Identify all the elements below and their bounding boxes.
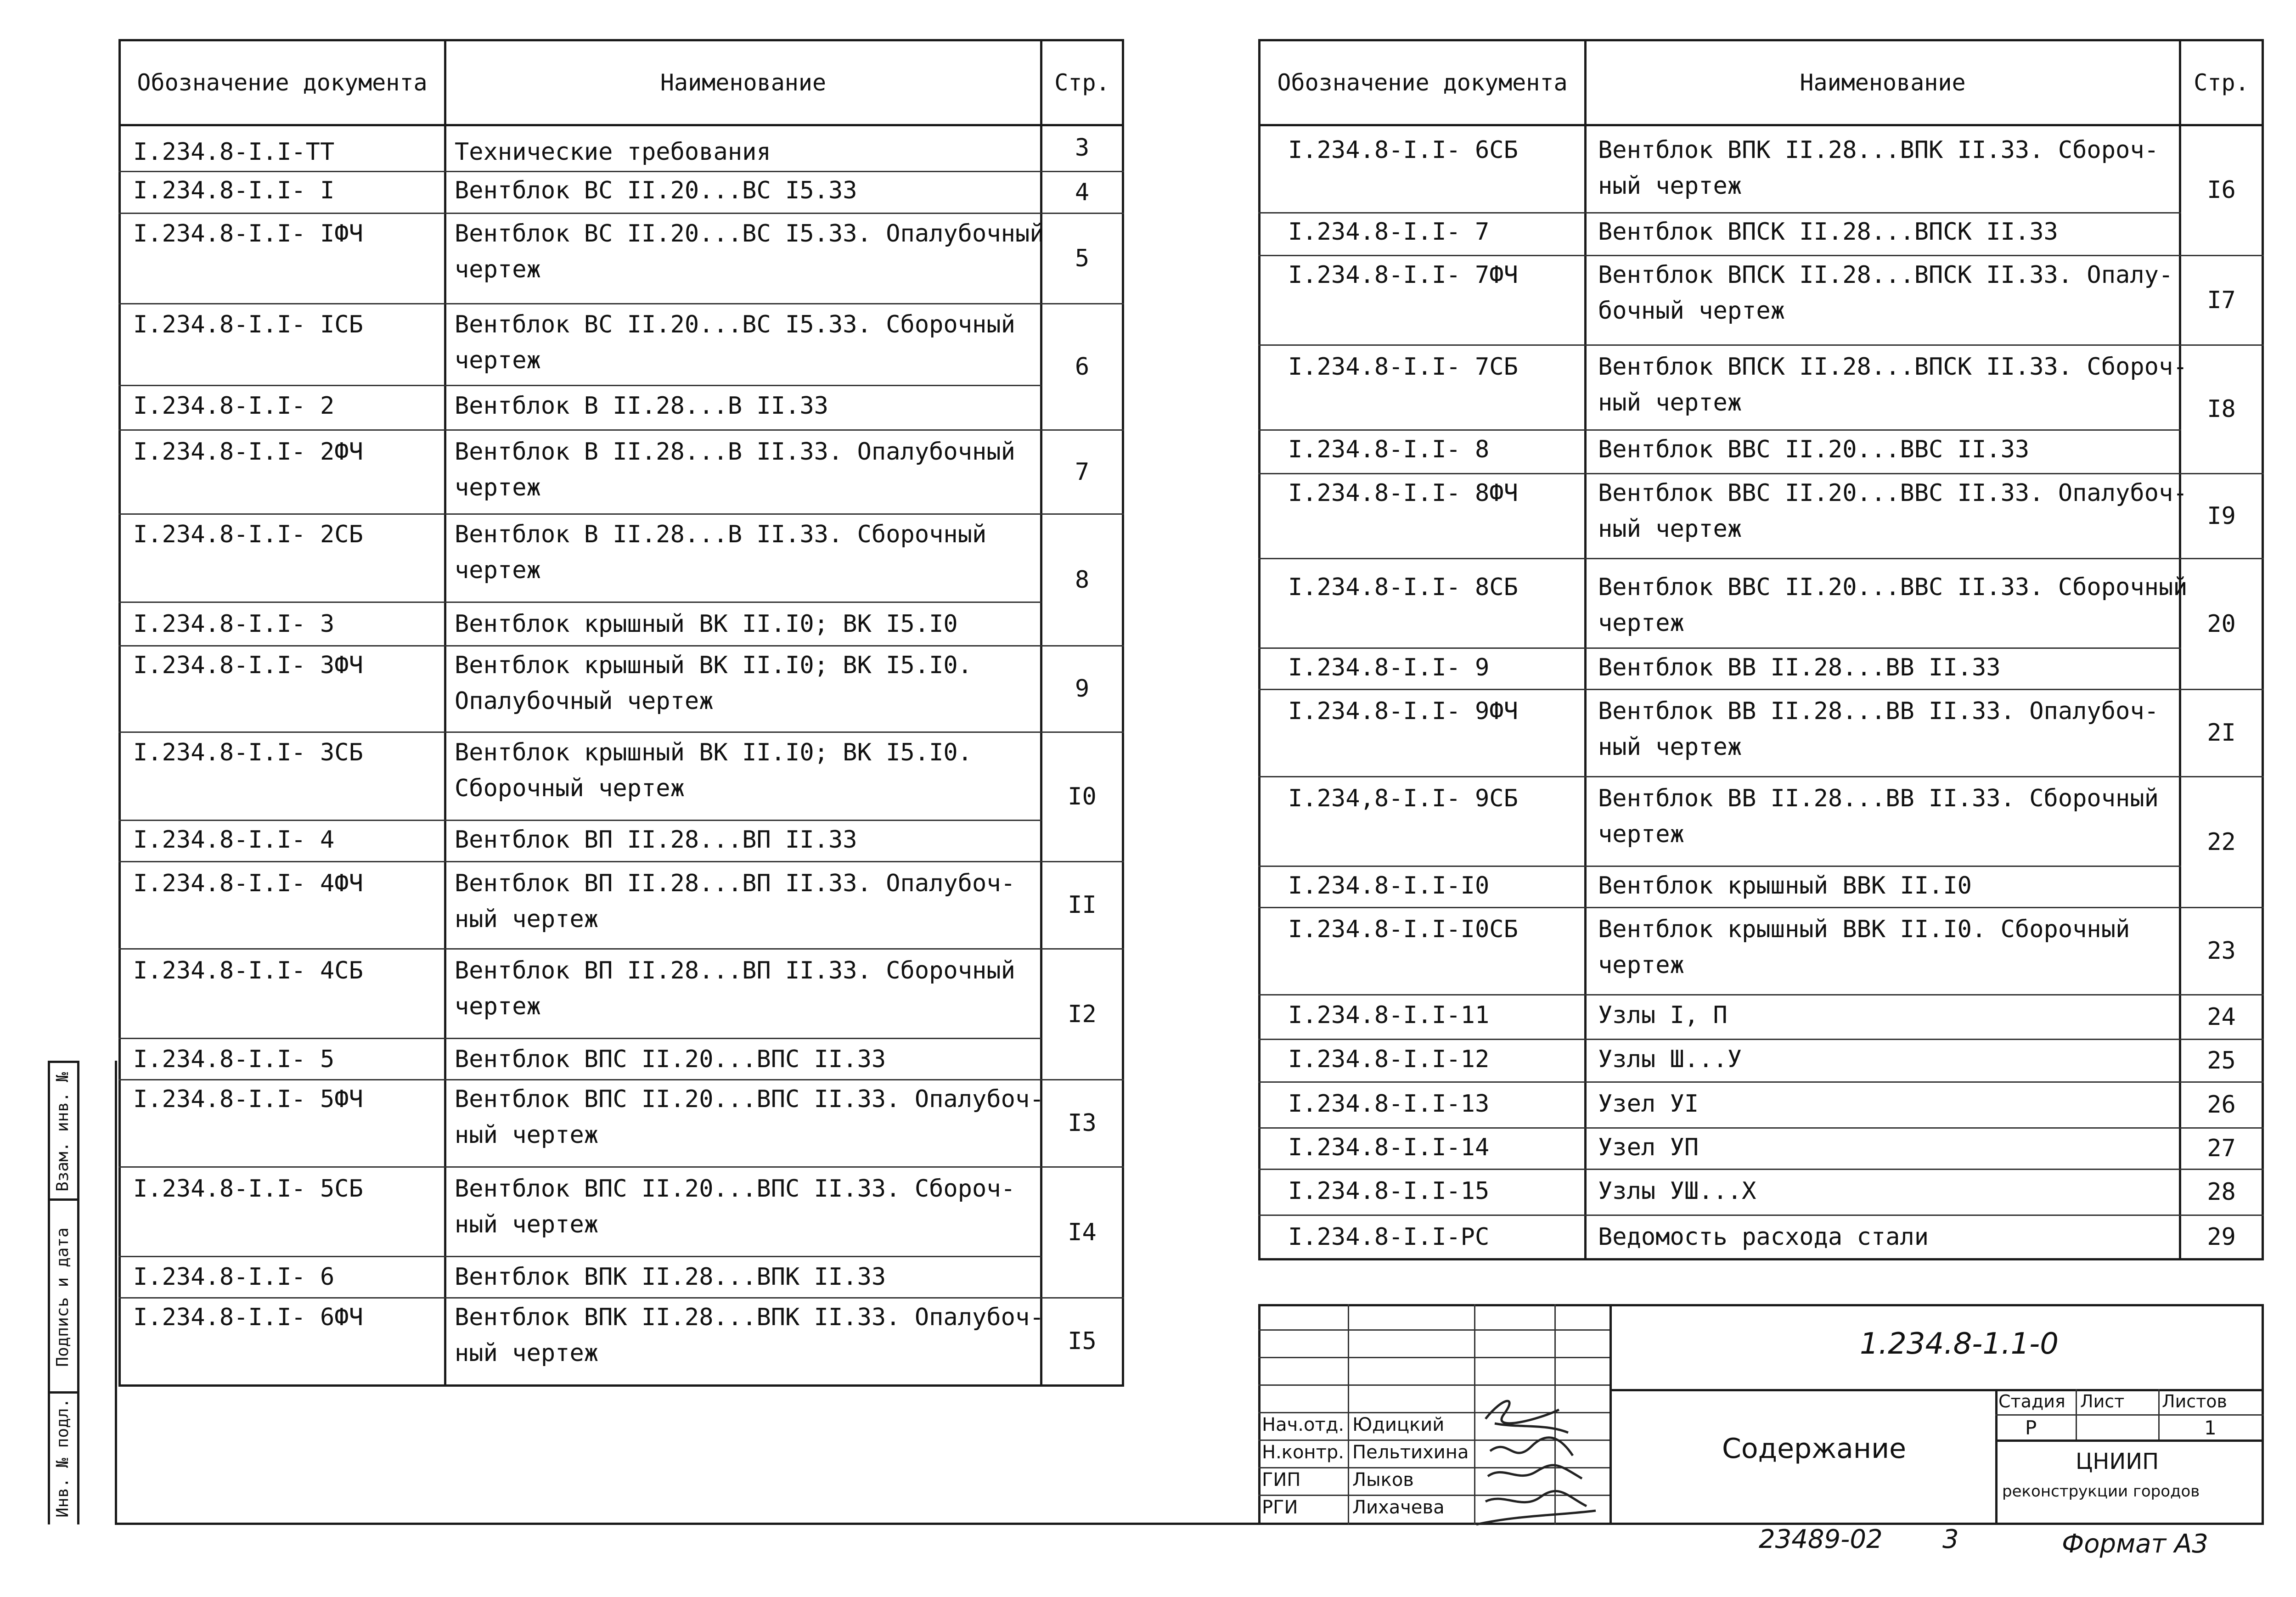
- page-number: I0: [1068, 783, 1097, 810]
- table-row-designation: I.234.8-I.I- 2ФЧ: [133, 438, 363, 466]
- table-row-designation: I.234.8-I.I-13: [1288, 1090, 1490, 1118]
- table-row-name: Вентблок ВПС II.20...ВПС II.33. Сбороч- ный чертеж: [455, 1175, 1015, 1238]
- table-row-name: Вентблок В II.28...В II.33. Опалубочный чертеж: [455, 438, 1015, 501]
- page-number: 5: [1075, 244, 1090, 272]
- page-number: 20: [2207, 610, 2236, 638]
- page-number: 26: [2207, 1091, 2236, 1119]
- table-row-designation: I.234.8-I.I-I0: [1288, 872, 1490, 900]
- page-number: 4: [1075, 178, 1090, 206]
- table-row-designation: I.234.8-I.I- 9: [1288, 654, 1490, 681]
- page-number: I3: [1068, 1109, 1097, 1137]
- table-row-name: Узел УП: [1598, 1134, 1699, 1161]
- organization-name: ЦНИИП: [2076, 1449, 2159, 1474]
- role-label: Нач.отд.: [1262, 1414, 1345, 1435]
- table-row-name: Вентблок крышный ВК II.I0; ВК I5.I0: [455, 610, 958, 638]
- page-number: 24: [2207, 1003, 2236, 1031]
- page-number: 28: [2207, 1178, 2236, 1206]
- table-row-designation: I.234.8-I.I- 7СБ: [1288, 353, 1518, 381]
- table-row-designation: I.234.8-I.I- 6: [133, 1263, 335, 1291]
- table-row-name: Вентблок ВПСК II.28...ВПСК II.33. Опалу- бочный чертеж: [1598, 261, 2173, 325]
- table-row-designation: I.234,8-I.I- 9СБ: [1288, 785, 1518, 812]
- table-row-designation: I.234.8-I.I- IФЧ: [133, 220, 363, 247]
- page-number: 2I: [2207, 719, 2236, 747]
- table-row-name: Вентблок ВПСК II.28...ВПСК II.33. Сбороч- ный чертеж: [1598, 353, 2188, 416]
- page-number: 3: [1075, 134, 1090, 162]
- page-number: 25: [2207, 1046, 2236, 1074]
- table-row-designation: I.234.8-I.I- 2: [133, 392, 335, 420]
- table-row-name: Вентблок крышный ВК II.I0; ВК I5.I0. Опалубочный чертеж: [455, 652, 973, 715]
- table-row-name: Вентблок ВПС II.20...ВПС II.33. Опалубоч- ный чертеж: [455, 1085, 1044, 1149]
- table-row-designation: I.234.8-I.I- 8: [1288, 436, 1490, 463]
- page-number: 27: [2207, 1135, 2236, 1162]
- document-code: 1.234.8-1.1-0: [1860, 1327, 2059, 1361]
- page-number: I8: [2207, 395, 2236, 423]
- table-row-name: Вентблок ВПК II.28...ВПК II.33. Опалубоч- ный чертеж: [455, 1304, 1044, 1367]
- table-row-designation: I.234.8-I.I- 9ФЧ: [1288, 697, 1518, 725]
- sheet-label: Лист: [2080, 1391, 2125, 1411]
- signature-date-label: Подпись и дата: [53, 1227, 72, 1367]
- table-row-name: Вентблок ВС II.20...ВС I5.33. Сборочный чертеж: [455, 311, 1015, 374]
- page-number: I5: [1068, 1327, 1097, 1355]
- table-row-designation: I.234.8-I.I- 6ФЧ: [133, 1304, 363, 1331]
- frame-bottom-edge: [115, 1523, 2264, 1525]
- table-row-name: Вентблок В II.28...В II.33: [455, 392, 828, 420]
- organization-subtitle: реконструкции городов: [2002, 1482, 2200, 1501]
- table-row-name: Вентблок ВП II.28...ВП II.33. Сборочный чертеж: [455, 957, 1015, 1020]
- page-number: I7: [2207, 286, 2236, 314]
- page-number: 22: [2207, 828, 2236, 856]
- page-number: 7: [1075, 458, 1090, 486]
- table-row-designation: I.234.8-I.I- 6СБ: [1288, 136, 1518, 164]
- role-name: Лихачева: [1352, 1497, 1445, 1518]
- page-number: 9: [1075, 675, 1090, 703]
- table-row-name: Вентблок ВВ II.28...ВВ II.33: [1598, 654, 2001, 681]
- left-header-page: Стр.: [1054, 69, 1110, 96]
- table-row-name: Вентблок крышный ВК II.I0; ВК I5.I0. Сборочный чертеж: [455, 739, 973, 802]
- table-row-name: Вентблок ВПСК II.28...ВПСК II.33: [1598, 218, 2058, 246]
- table-row-name: Узел УI: [1598, 1090, 1699, 1118]
- table-row-name: Вентблок ВП II.28...ВП II.33: [455, 826, 857, 854]
- table-row-name: Вентблок ВПК II.28...ВПК II.33: [455, 1263, 886, 1291]
- left-header-name: Наименование: [660, 69, 827, 96]
- table-row-name: Ведомость расхода стали: [1598, 1223, 1929, 1251]
- table-row-name: Узлы УШ...Х: [1598, 1177, 1756, 1205]
- stage-label: Стадия: [1998, 1391, 2065, 1411]
- table-row-designation: I.234.8-I.I- 3: [133, 610, 335, 638]
- table-row-designation: I.234.8-I.I- IСБ: [133, 311, 363, 338]
- table-row-designation: I.234.8-I.I-15: [1288, 1177, 1490, 1205]
- table-row-name: Вентблок ВС II.20...ВС I5.33. Опалубочный чертеж: [455, 220, 1044, 283]
- table-row-designation: I.234.8-I.I- 7: [1288, 218, 1490, 246]
- table-row-name: Вентблок крышный ВВК II.I0: [1598, 872, 1972, 900]
- table-row-designation: I.234.8-I.I-РС: [1288, 1223, 1490, 1251]
- table-row-designation: I.234.8-I.I- I: [133, 177, 335, 204]
- page-number: 8: [1075, 566, 1090, 594]
- right-header-name: Наименование: [1800, 69, 1966, 96]
- table-row-designation: I.234.8-I.I-14: [1288, 1134, 1490, 1161]
- page-number: I4: [1068, 1218, 1097, 1246]
- table-row-designation: I.234.8-I.I- 4ФЧ: [133, 870, 363, 897]
- table-row-designation: I.234.8-I.I- 2СБ: [133, 521, 363, 548]
- page-number: 23: [2207, 937, 2236, 965]
- role-label: ГИП: [1262, 1469, 1301, 1490]
- table-row-designation: I.234.8-I.I- 7ФЧ: [1288, 261, 1518, 289]
- archive-number: 23489-02: [1759, 1524, 1883, 1554]
- page-number: I6: [2207, 176, 2236, 204]
- role-name: Юдицкий: [1352, 1414, 1445, 1435]
- page-number: 29: [2207, 1223, 2236, 1251]
- table-row-name: Узлы Ш...У: [1598, 1046, 1742, 1073]
- sheets-value: 1: [2204, 1417, 2217, 1439]
- table-row-name: Узлы I, П: [1598, 1001, 1728, 1029]
- sheet-title: Содержание: [1722, 1433, 1907, 1465]
- table-row-designation: I.234.8-I.I-I0СБ: [1288, 916, 1518, 943]
- table-row-designation: I.234.8-I.I- 8ФЧ: [1288, 479, 1518, 507]
- table-row-name: Вентблок ВВС II.20...ВВС II.33. Сборочный чертеж: [1598, 574, 2188, 637]
- table-row-designation: I.234.8-I.I- 8СБ: [1288, 574, 1518, 601]
- role-name: Пельтихина: [1352, 1442, 1469, 1463]
- page-number: I9: [2207, 502, 2236, 530]
- archive-sheet-number: 3: [1942, 1524, 1959, 1554]
- table-row-name: Вентблок ВВ II.28...ВВ II.33. Сборочный чертеж: [1598, 785, 2159, 848]
- original-inventory-label: Инв. № подл.: [53, 1398, 72, 1518]
- right-header-page: Стр.: [2194, 69, 2249, 96]
- table-row-designation: I.234.8-I.I- 5ФЧ: [133, 1085, 363, 1113]
- table-row-designation: I.234.8-I.I- 3ФЧ: [133, 652, 363, 679]
- table-row-name: Вентблок ВПК II.28...ВПК II.33. Сбороч- ный чертеж: [1598, 136, 2159, 200]
- right-header-designation: Обозначение документа: [1277, 69, 1568, 96]
- table-row-name: Вентблок крышный ВВК II.I0. Сборочный чертеж: [1598, 916, 2130, 979]
- table-row-name: Вентблок ВВС II.20...ВВС II.33. Опалубоч- ный чертеж: [1598, 479, 2188, 543]
- table-row-designation: I.234.8-I.I- 4СБ: [133, 957, 363, 984]
- table-row-name: Вентблок ВВ II.28...ВВ II.33. Опалубоч- ный чертеж: [1598, 697, 2159, 761]
- table-row-designation: I.234.8-I.I- 4: [133, 826, 335, 854]
- paper-format: Формат А3: [2062, 1529, 2208, 1559]
- table-row-designation: I.234.8-I.I- 5: [133, 1046, 335, 1073]
- page-number: 6: [1075, 353, 1090, 381]
- page-number: II: [1068, 891, 1097, 919]
- table-row-designation: I.234.8-I.I-12: [1288, 1046, 1490, 1073]
- table-row-name: Вентблок В II.28...В II.33. Сборочный чертеж: [455, 521, 987, 584]
- stage-value: Р: [2025, 1417, 2037, 1439]
- sheets-label: Листов: [2162, 1391, 2227, 1411]
- table-row-designation: I.234.8-I.I- 5СБ: [133, 1175, 363, 1203]
- table-row-name: Вентблок ВВС II.20...ВВС II.33: [1598, 436, 2030, 463]
- role-label: РГИ: [1262, 1497, 1298, 1518]
- role-name: Лыков: [1352, 1469, 1414, 1490]
- table-row-designation: I.234.8-I.I-11: [1288, 1001, 1490, 1029]
- frame-left-edge: [115, 1061, 117, 1524]
- role-label: Н.контр.: [1262, 1442, 1344, 1463]
- replace-inventory-label: Взам. инв. №: [53, 1072, 72, 1192]
- table-row-name: Технические требования: [455, 138, 771, 166]
- left-header-designation: Обозначение документа: [137, 69, 428, 96]
- table-row-name: Вентблок ВП II.28...ВП II.33. Опалубоч- ный чертеж: [455, 870, 1015, 933]
- table-row-designation: I.234.8-I.I-ТТ: [133, 138, 335, 166]
- table-row-name: Вентблок ВПС II.20...ВПС II.33: [455, 1046, 886, 1073]
- table-row-designation: I.234.8-I.I- 3СБ: [133, 739, 363, 766]
- signatures-drawing: [1476, 1391, 1600, 1529]
- table-row-name: Вентблок ВС II.20...ВС I5.33: [455, 177, 857, 204]
- page-number: I2: [1068, 1000, 1097, 1028]
